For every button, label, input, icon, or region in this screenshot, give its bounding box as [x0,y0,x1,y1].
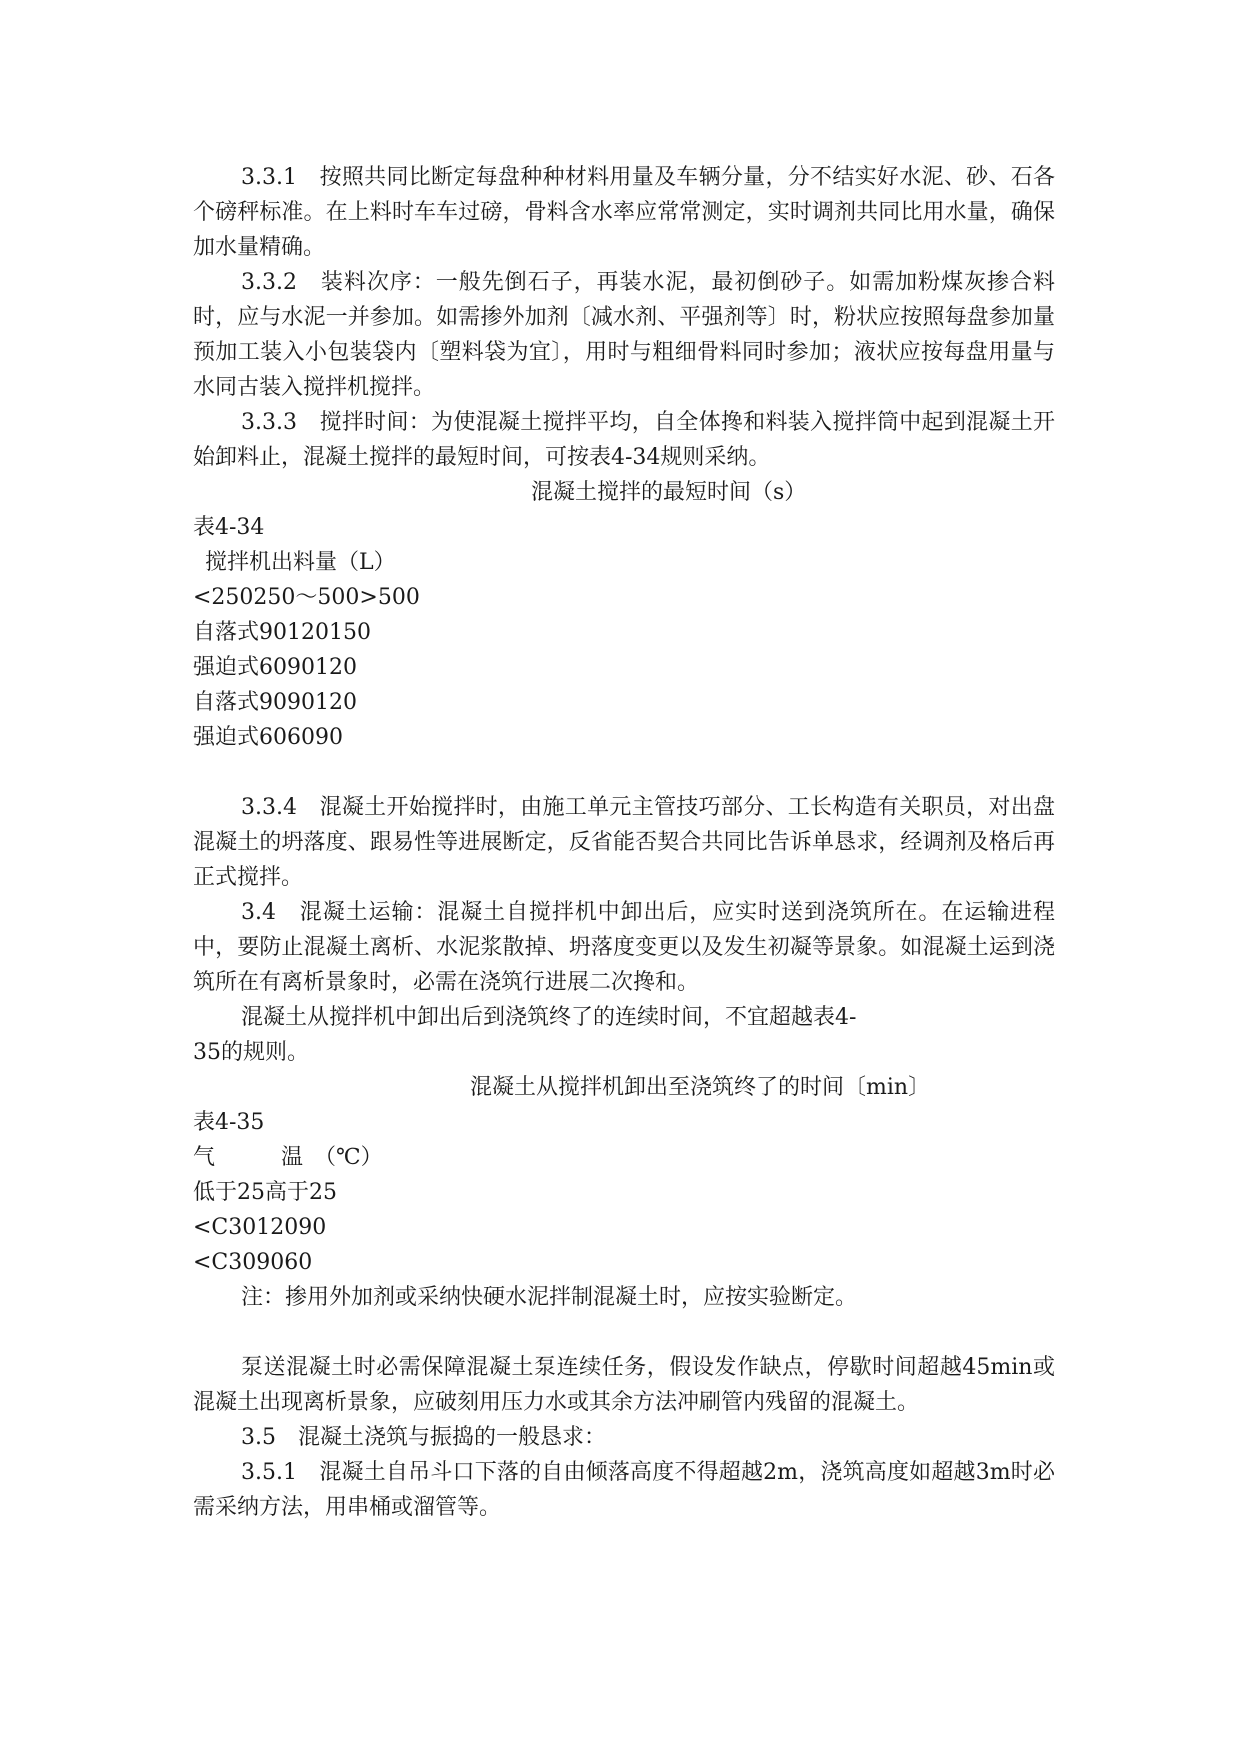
table-row: 强迫式6090120 [193,655,357,680]
paragraph-3-3-4: 3.3.4 混凝土开始搅拌时，由施工单元主管技巧部分、工长构造有关职员，对出盘混凝土的坍落度、跟易性等进展断定，反省能否契合共同比告诉单恳求，经调剂及格后再正式搅拌。 [193,795,1055,890]
document-page [193,160,1055,1525]
table-caption: 混凝土搅拌的最短时间（s） [531,480,807,505]
table-row: 自落式90120150 [193,620,371,645]
paragraph-3-5: 3.5 混凝土浇筑与振捣的一般恳求： [241,1425,606,1450]
paragraph-3-5-1: 3.5.1 混凝土自吊斗口下落的自由倾落高度不得超越2m，浇筑高度如超越3m时必需采纳方法，用串桶或溜管等。 [193,1460,1055,1520]
note: 注：掺用外加剂或采纳快硬水泥拌制混凝土时，应按实验断定。 [241,1285,858,1310]
paragraph-3-3-2: 3.3.2 装料次序：一般先倒石子，再装水泥，最初倒砂子。如需加粉煤灰掺合料时，应与水泥一并参加。如需掺外加剂〔减水剂、平强剂等〕时，粉状应按照每盘参加量预加工装入小包装袋内〔塑料袋为宜〕，用时与粗细骨料同时参加；液状应按每盘用量与水同古装入搅拌机搅拌。 [193,270,1055,400]
table-columns: 低于25高于25 [193,1180,337,1205]
table-4-34 [193,475,1055,755]
paragraph-3-4-b-line2: 35的规则。 [193,1040,309,1065]
spacer [193,755,1055,790]
spacer [193,1315,1055,1350]
table-row: <C309060 [193,1250,313,1275]
table-row: 自落式9090120 [193,690,357,715]
temperature-header: 气 温 （℃） [193,1145,383,1170]
table-header: 搅拌机出料量（L） [205,550,396,575]
table-header [193,1140,1055,1175]
table-label: 表4-35 [193,1110,265,1135]
table-caption: 混凝土从搅拌机卸出至浇筑终了的时间〔min〕 [470,1075,931,1100]
table-columns: <250250～500>500 [193,585,420,610]
table-4-35 [193,1070,1055,1280]
paragraph-3-4: 3.4 混凝土运输：混凝土自搅拌机中卸出后，应实时送到浇筑所在。在运输进程中，要防止混凝土离析、水泥浆散掉、坍落度变更以及发生初凝等景象。如混凝土运到浇筑所在有离析景象时，必需在浇筑行进展二次搀和。 [193,900,1055,995]
paragraph-3-3-1: 3.3.1 按照共同比断定每盘种种材料用量及车辆分量，分不结实好水泥、砂、石各个磅秤标准。在上料时车车过磅，骨料含水率应常常测定，实时调剂共同比用水量，确保加水量精确。 [193,165,1055,260]
paragraph-3-4-b-line1: 混凝土从搅拌机中卸出后到浇筑终了的连续时间，不宜超越表4- [241,1005,857,1030]
paragraph-3-3-3: 3.3.3 搅拌时间：为使混凝土搅拌平均，自全体搀和料装入搅拌筒中起到混凝土开始卸料止，混凝土搅拌的最短时间，可按表4-34规则采纳。 [193,410,1055,470]
table-label: 表4-34 [193,515,265,540]
paragraph-pump: 泵送混凝土时必需保障混凝土泵连续任务，假设发作缺点，停歇时间超越45min或混凝土出现离析景象，应破刻用压力水或其余方法冲刷管内残留的混凝土。 [193,1355,1055,1415]
table-row: <C3012090 [193,1215,327,1240]
table-row: 强迫式606090 [193,725,343,750]
